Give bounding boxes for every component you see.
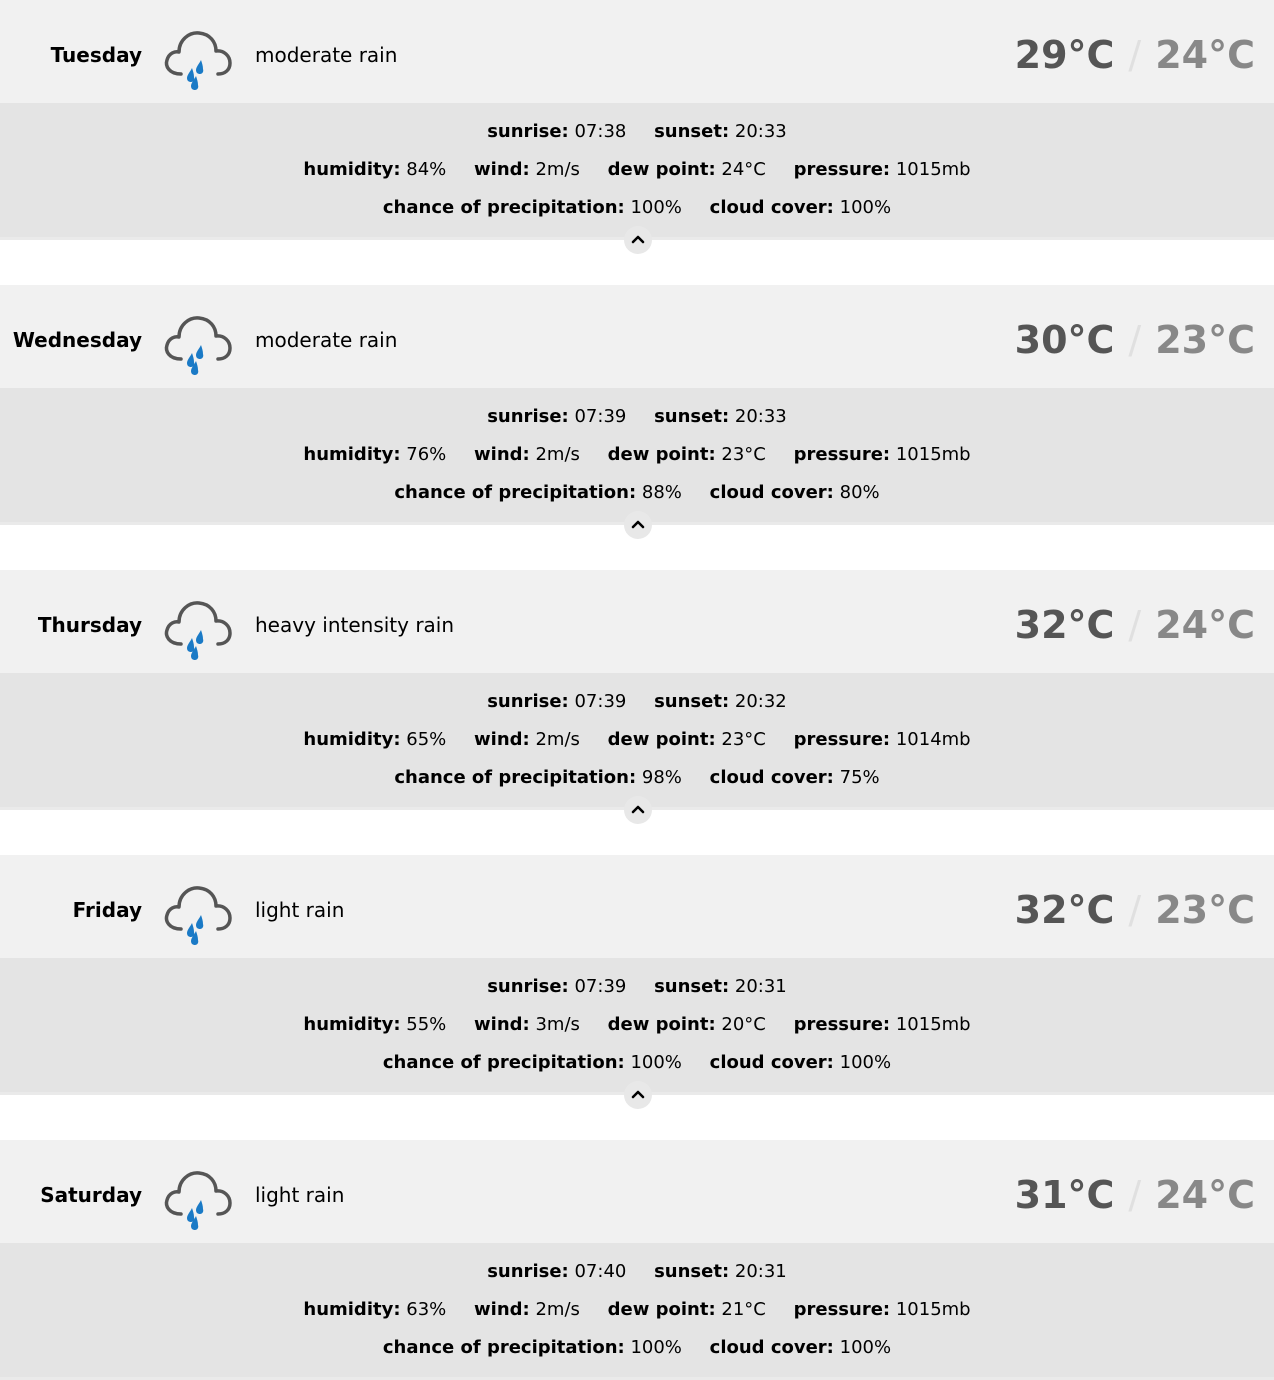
chevron-up-icon xyxy=(630,518,646,530)
sunrise-label: sunrise: xyxy=(487,406,569,427)
precipitation-value: 100% xyxy=(630,1337,682,1358)
cloud-cover xyxy=(710,197,891,218)
wind xyxy=(474,1014,580,1035)
day-details xyxy=(0,958,1274,1095)
precipitation-value: 100% xyxy=(630,1052,682,1073)
humidity-label: humidity: xyxy=(303,729,401,750)
pressure-label: pressure: xyxy=(793,1299,891,1320)
precipitation-row xyxy=(0,1337,1274,1358)
pressure-label: pressure: xyxy=(793,159,891,180)
temperature-range xyxy=(1015,285,1255,388)
conditions-row xyxy=(0,159,1274,180)
sunset-value: 20:31 xyxy=(734,976,787,997)
high-temperature: 31°C xyxy=(1014,1173,1115,1217)
day-header[interactable] xyxy=(0,1140,1274,1243)
humidity-label: humidity: xyxy=(303,1014,401,1035)
weather-description: heavy intensity rain xyxy=(255,613,455,637)
pressure-value: 1014mb xyxy=(895,729,971,750)
dew-point-label: dew point: xyxy=(607,1014,716,1035)
precipitation-row xyxy=(0,197,1274,218)
humidity xyxy=(303,159,446,180)
day-name: Wednesday xyxy=(12,328,142,352)
humidity-value: 55% xyxy=(406,1014,447,1035)
low-temperature: 23°C xyxy=(1155,318,1255,362)
chevron-up-icon xyxy=(630,1088,646,1100)
humidity-value: 65% xyxy=(406,729,447,750)
temperature-separator: / xyxy=(1128,33,1142,77)
wind-label: wind: xyxy=(474,729,530,750)
temperature-range xyxy=(1015,1140,1255,1243)
sunset-label: sunset: xyxy=(654,121,730,142)
dew-point-label: dew point: xyxy=(607,444,716,465)
cloud-cover-label: cloud cover: xyxy=(709,482,834,503)
dew-point-value: 23°C xyxy=(721,444,766,465)
precipitation xyxy=(383,197,682,218)
sunrise xyxy=(487,121,626,142)
day-name: Thursday xyxy=(37,613,142,637)
pressure-label: pressure: xyxy=(793,444,891,465)
dew-point xyxy=(608,729,766,750)
wind-label: wind: xyxy=(474,159,530,180)
wind-value: 2m/s xyxy=(535,444,580,465)
collapse-toggle[interactable] xyxy=(624,511,652,539)
precipitation-value: 88% xyxy=(641,482,682,503)
wind xyxy=(474,159,580,180)
conditions-row xyxy=(0,1014,1274,1035)
dew-point-value: 24°C xyxy=(721,159,766,180)
sunrise-value: 07:40 xyxy=(574,1261,627,1282)
sunset xyxy=(654,691,787,712)
pressure xyxy=(794,444,971,465)
day-name: Tuesday xyxy=(50,43,142,67)
dew-point xyxy=(608,159,766,180)
precipitation-row xyxy=(0,767,1274,788)
low-temperature: 23°C xyxy=(1155,888,1255,932)
cloud-rain-icon xyxy=(163,1168,233,1232)
day-header[interactable] xyxy=(0,0,1274,103)
temperature-separator: / xyxy=(1128,888,1142,932)
cloud-cover-value: 100% xyxy=(839,1337,892,1358)
wind xyxy=(474,1299,580,1320)
cloud-cover xyxy=(710,1052,891,1073)
sunset xyxy=(654,406,787,427)
dew-point-value: 23°C xyxy=(721,729,766,750)
wind-value: 2m/s xyxy=(535,159,580,180)
cloud-rain-icon xyxy=(163,883,233,947)
dew-point-label: dew point: xyxy=(607,1299,716,1320)
cloud-cover-value: 100% xyxy=(839,1052,892,1073)
wind-value: 2m/s xyxy=(535,729,580,750)
precipitation-label: chance of precipitation: xyxy=(394,482,637,503)
sunrise-value: 07:39 xyxy=(574,691,627,712)
sunset-value: 20:32 xyxy=(734,691,787,712)
weather-description: light rain xyxy=(255,1183,345,1207)
sunset-label: sunset: xyxy=(654,976,730,997)
sunrise xyxy=(487,691,626,712)
wind-value: 3m/s xyxy=(535,1014,580,1035)
cloud-rain-icon xyxy=(163,28,233,92)
dew-point xyxy=(608,1299,766,1320)
high-temperature: 32°C xyxy=(1014,888,1115,932)
humidity xyxy=(303,729,446,750)
sunset xyxy=(654,976,787,997)
day-header[interactable] xyxy=(0,285,1274,388)
precipitation-label: chance of precipitation: xyxy=(394,767,637,788)
sunrise-label: sunrise: xyxy=(487,691,569,712)
sun-times-row xyxy=(0,691,1274,712)
high-temperature: 32°C xyxy=(1014,603,1115,647)
day-details xyxy=(0,388,1274,525)
humidity-label: humidity: xyxy=(303,444,401,465)
collapse-toggle[interactable] xyxy=(624,226,652,254)
cloud-cover-value: 75% xyxy=(839,767,880,788)
cloud-cover xyxy=(710,767,880,788)
pressure-value: 1015mb xyxy=(895,159,971,180)
day-header[interactable] xyxy=(0,570,1274,673)
conditions-row xyxy=(0,729,1274,750)
sunrise xyxy=(487,976,626,997)
pressure-value: 1015mb xyxy=(895,444,971,465)
cloud-rain-icon xyxy=(163,313,233,377)
wind xyxy=(474,444,580,465)
pressure xyxy=(794,159,971,180)
day-name: Friday xyxy=(72,898,142,922)
temperature-separator: / xyxy=(1128,318,1142,362)
day-name: Saturday xyxy=(40,1183,142,1207)
precipitation-row xyxy=(0,1052,1274,1073)
cloud-cover-label: cloud cover: xyxy=(709,1337,834,1358)
sunset xyxy=(654,121,787,142)
sunrise xyxy=(487,406,626,427)
pressure-value: 1015mb xyxy=(895,1014,971,1035)
sun-times-row xyxy=(0,406,1274,427)
high-temperature: 30°C xyxy=(1014,318,1115,362)
cloud-cover-label: cloud cover: xyxy=(709,197,834,218)
precipitation-label: chance of precipitation: xyxy=(382,197,625,218)
humidity xyxy=(303,1014,446,1035)
day-details xyxy=(0,103,1274,240)
dew-point xyxy=(608,1014,766,1035)
wind xyxy=(474,729,580,750)
pressure-label: pressure: xyxy=(793,1014,891,1035)
cloud-cover-value: 100% xyxy=(839,197,892,218)
collapse-toggle[interactable] xyxy=(624,1081,652,1109)
precipitation-value: 98% xyxy=(641,767,682,788)
precipitation xyxy=(394,482,682,503)
humidity-value: 84% xyxy=(406,159,447,180)
dew-point xyxy=(608,444,766,465)
precipitation xyxy=(383,1052,682,1073)
sunrise-label: sunrise: xyxy=(487,1261,569,1282)
temperature-range xyxy=(1015,0,1255,103)
precipitation xyxy=(383,1337,682,1358)
cloud-cover xyxy=(710,482,880,503)
wind-label: wind: xyxy=(474,1014,530,1035)
sun-times-row xyxy=(0,1261,1274,1282)
wind-value: 2m/s xyxy=(535,1299,580,1320)
precipitation xyxy=(394,767,682,788)
precipitation-label: chance of precipitation: xyxy=(382,1337,625,1358)
high-temperature: 29°C xyxy=(1014,33,1115,77)
dew-point-label: dew point: xyxy=(607,159,716,180)
sunrise-label: sunrise: xyxy=(487,121,569,142)
weather-description: light rain xyxy=(255,898,345,922)
sunset-label: sunset: xyxy=(654,406,730,427)
cloud-cover-label: cloud cover: xyxy=(709,767,834,788)
weather-description: moderate rain xyxy=(255,43,398,67)
precipitation-row xyxy=(0,482,1274,503)
temperature-range xyxy=(1015,570,1255,673)
sun-times-row xyxy=(0,121,1274,142)
sunset-label: sunset: xyxy=(654,691,730,712)
dew-point-value: 20°C xyxy=(721,1014,766,1035)
temperature-range xyxy=(1015,855,1255,958)
day-details xyxy=(0,673,1274,810)
wind-label: wind: xyxy=(474,1299,530,1320)
wind-label: wind: xyxy=(474,444,530,465)
conditions-row xyxy=(0,444,1274,465)
pressure xyxy=(794,1014,971,1035)
sunset-label: sunset: xyxy=(654,1261,730,1282)
dew-point-value: 21°C xyxy=(721,1299,766,1320)
sunset-value: 20:33 xyxy=(734,406,787,427)
conditions-row xyxy=(0,1299,1274,1320)
sunset-value: 20:33 xyxy=(734,121,787,142)
pressure-value: 1015mb xyxy=(895,1299,971,1320)
pressure xyxy=(794,729,971,750)
cloud-cover-label: cloud cover: xyxy=(709,1052,834,1073)
cloud-cover-value: 80% xyxy=(839,482,880,503)
collapse-toggle[interactable] xyxy=(624,796,652,824)
cloud-rain-icon xyxy=(163,598,233,662)
cloud-cover xyxy=(710,1337,891,1358)
precipitation-value: 100% xyxy=(630,197,682,218)
sunrise-value: 07:39 xyxy=(574,406,627,427)
low-temperature: 24°C xyxy=(1155,1173,1255,1217)
sunset-value: 20:31 xyxy=(734,1261,787,1282)
low-temperature: 24°C xyxy=(1155,33,1255,77)
humidity xyxy=(303,444,446,465)
sunset xyxy=(654,1261,787,1282)
humidity-label: humidity: xyxy=(303,159,401,180)
humidity-label: humidity: xyxy=(303,1299,401,1320)
sun-times-row xyxy=(0,976,1274,997)
sunrise-value: 07:38 xyxy=(574,121,627,142)
weather-description: moderate rain xyxy=(255,328,398,352)
humidity-value: 63% xyxy=(406,1299,447,1320)
dew-point-label: dew point: xyxy=(607,729,716,750)
sunrise-label: sunrise: xyxy=(487,976,569,997)
day-header[interactable] xyxy=(0,855,1274,958)
humidity-value: 76% xyxy=(406,444,447,465)
chevron-up-icon xyxy=(630,803,646,815)
pressure xyxy=(794,1299,971,1320)
precipitation-label: chance of precipitation: xyxy=(382,1052,625,1073)
day-details xyxy=(0,1243,1274,1380)
temperature-separator: / xyxy=(1128,1173,1142,1217)
sunrise xyxy=(487,1261,626,1282)
temperature-separator: / xyxy=(1128,603,1142,647)
pressure-label: pressure: xyxy=(793,729,891,750)
humidity xyxy=(303,1299,446,1320)
low-temperature: 24°C xyxy=(1155,603,1255,647)
sunrise-value: 07:39 xyxy=(574,976,627,997)
chevron-up-icon xyxy=(630,233,646,245)
